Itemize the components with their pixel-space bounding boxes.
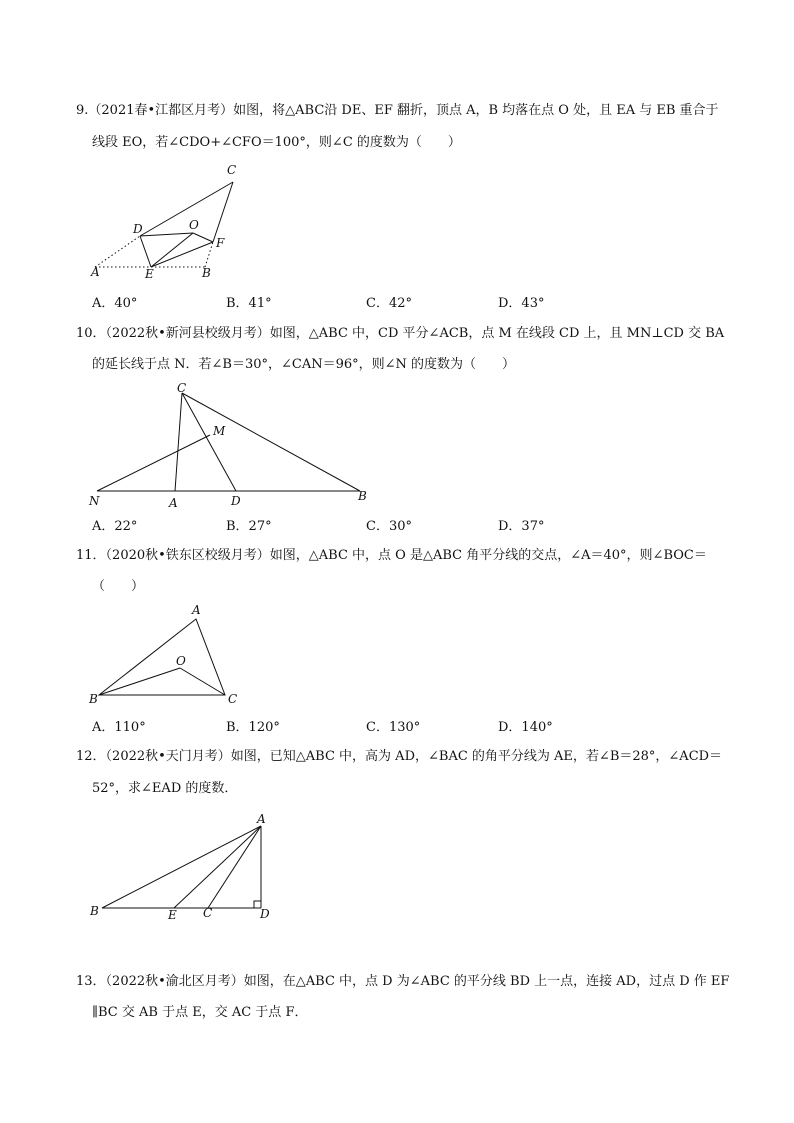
q9-label-f: F: [216, 236, 225, 250]
q9-seg-eo: [151, 233, 193, 267]
q12-label-b: B: [90, 904, 99, 918]
q9-options: [92, 292, 652, 310]
q10-label-m: M: [213, 424, 226, 438]
q9-line-2: 线段 EO，若∠CDO+∠CFO＝100°，则∠C 的度数为（ ）: [92, 135, 461, 150]
q10-options: [92, 515, 652, 533]
q11-option-c[interactable]: C．130°: [366, 720, 421, 735]
q13-line-2: ∥BC 交 AB 于点 E，交 AC 于点 F．: [92, 1005, 308, 1020]
q11-bisector-bo: [99, 668, 180, 695]
q10-option-d[interactable]: D．37°: [498, 519, 545, 534]
q10-option-b[interactable]: B．27°: [226, 519, 272, 534]
q9-seg-of: [193, 233, 213, 242]
q9-label-c: C: [227, 163, 237, 177]
q10-side-ca: [175, 393, 182, 491]
q9-label-a: A: [91, 265, 100, 279]
q10-label-b: B: [358, 489, 367, 503]
q11-option-d[interactable]: D．140°: [498, 720, 553, 735]
q12-side-ab: [102, 826, 261, 908]
q10-line-2: 的延长线于点 N．若∠B＝30°，∠CAN＝96°，则∠N 的度数为（ ）: [92, 357, 516, 372]
q9-dotted-bf: [205, 242, 213, 267]
q12-figure: [85, 810, 285, 924]
q12-line-1: 12．（2022秋•天门月考）如图，已知△ABC 中，高为 AD，∠BAC 的角平分线为 AE，若∠B＝28°，∠ACD＝: [76, 749, 723, 764]
q9-dotted-ad: [95, 236, 140, 267]
q9-option-d[interactable]: D．43°: [498, 296, 545, 311]
q9-option-c[interactable]: C．42°: [366, 296, 412, 311]
q11-option-b[interactable]: B．120°: [226, 720, 280, 735]
q11-option-a[interactable]: A．110°: [92, 720, 146, 735]
q12-side-ac: [208, 826, 261, 908]
q9-figure: [85, 160, 265, 284]
q10-option-a[interactable]: A．22°: [92, 519, 138, 534]
q10-line-1: 10．（2022秋•新河县校级月考）如图，△ABC 中，CD 平分∠ACB，点 M 在线段 CD 上，且 MN⊥CD 交 BA: [76, 326, 725, 341]
q10-label-d: D: [231, 494, 241, 508]
q10-option-c[interactable]: C．30°: [366, 519, 412, 534]
q11-label-b: B: [89, 692, 98, 706]
q12-label-d: D: [260, 907, 270, 921]
q9-fold-de: [140, 236, 151, 267]
q12-label-e: E: [168, 908, 177, 922]
q9-label-d: D: [133, 222, 143, 236]
q10-seg-nm: [97, 435, 210, 491]
q13-line-1: 13．（2022秋•渝北区月考）如图，在△ABC 中，点 D 为∠ABC 的平分线 BD 上一点，连接 AD，过点 D 作 EF: [76, 974, 730, 989]
q12-bisector-ae: [174, 826, 261, 908]
q11-figure: [85, 600, 255, 710]
q11-label-o: O: [176, 654, 186, 668]
q9-side-cf: [213, 182, 233, 242]
q9-label-b: B: [202, 266, 211, 280]
q9-label-e: E: [145, 267, 154, 281]
q11-line-1: 11．（2020秋•铁东区校级月考）如图，△ABC 中，点 O 是△ABC 角平分线的交点，∠A＝40°，则∠BOC＝: [76, 548, 707, 563]
q11-line-2: （ ）: [92, 579, 145, 594]
q9-seg-do: [140, 233, 193, 236]
q9-fold-ef: [151, 242, 213, 267]
q10-figure: [85, 378, 375, 512]
q11-options: [92, 716, 652, 734]
q11-bisector-co: [180, 668, 225, 695]
q9-option-b[interactable]: B．41°: [226, 296, 272, 311]
q12-line-2: 52°，求∠EAD 的度数．: [92, 781, 238, 796]
q9-option-a[interactable]: A．40°: [92, 296, 138, 311]
q9-line-1: 9.（2021春•江都区月考）如图，将△ABC沿 DE、EF 翻折，顶点 A，B 均落在点 O 处，且 EA 与 EB 重合于: [76, 103, 719, 118]
q9-label-o: O: [189, 218, 199, 232]
q10-label-c: C: [177, 381, 187, 395]
q10-label-n: N: [89, 494, 100, 508]
q12-label-a: A: [257, 812, 266, 826]
q11-label-a: A: [192, 603, 201, 617]
q10-label-a: A: [169, 496, 178, 510]
q11-label-c: C: [228, 692, 238, 706]
q9-side-dc: [140, 182, 233, 236]
q12-label-c: C: [203, 906, 213, 920]
